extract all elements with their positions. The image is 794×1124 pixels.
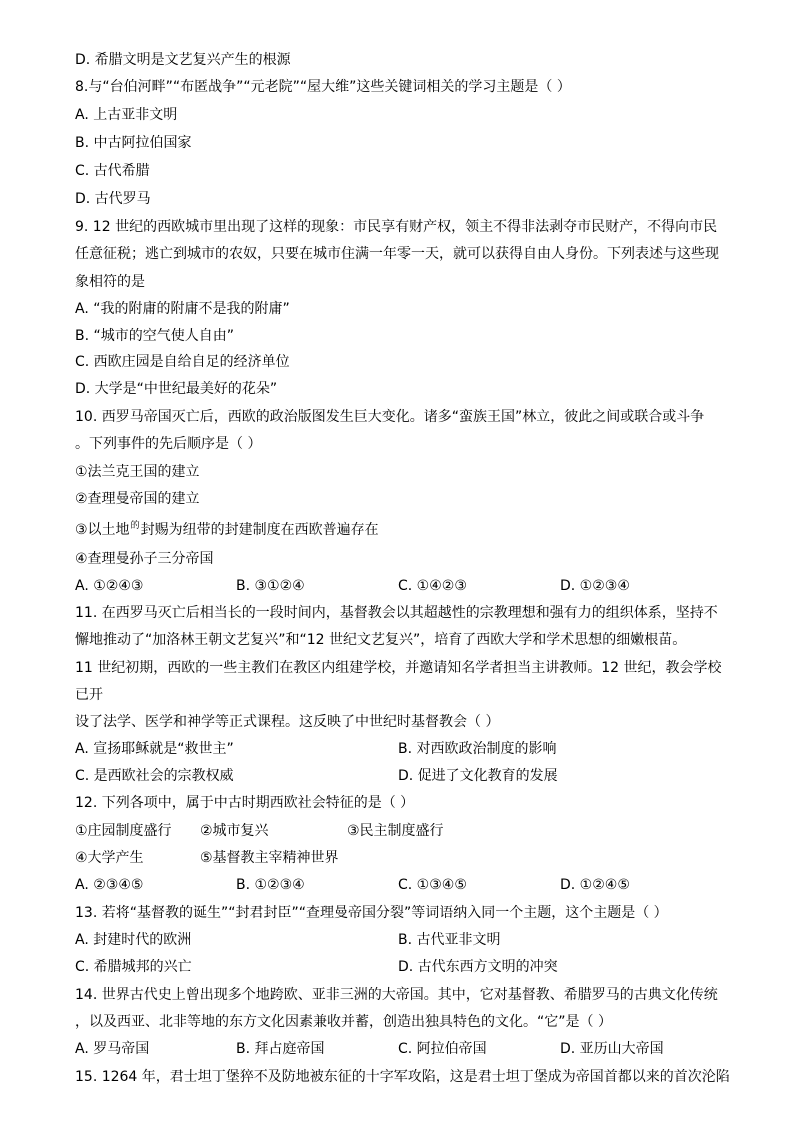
q11-stem-line-4: 已开 [75,687,103,703]
q14-option-d: D. 亚历山大帝国 [560,1041,664,1057]
q12-item-1: ①庄园制度盛行 [75,823,172,839]
q10-item-1: ①法兰克王国的建立 [75,464,200,480]
q9-option-b: B. “城市的空气使人自由” [75,328,235,344]
q10-item-3-after: 封赐为纽带的封建制度在西欧普遍存在 [140,522,379,538]
q11-stem-line-3: 11 世纪初期，西欧的一些主教们在教区内组建学校，并邀请知名学者担当主讲教师。12 世纪，教会学校 [75,660,722,676]
q10-option-a: A. ①②④③ [75,578,144,594]
q12-option-d: D. ①②④⑤ [560,877,630,893]
q14-option-b: B. 拜占庭帝国 [236,1041,325,1057]
q11-stem-line-1: 11. 在西罗马灭亡后相当长的一段时间内，基督教会以其超越性的宗教理想和强有力的组织体系，坚持不 [75,605,718,621]
q12-item-5: ⑤基督教主宰精神世界 [200,850,339,866]
q12-option-b: B. ①②③④ [236,877,305,893]
q10-item-2: ②查理曼帝国的建立 [75,491,200,507]
q14-stem-line-1: 14. 世界古代史上曾出现多个地跨欧、亚非三洲的大帝国。其中，它对基督教、希腊罗马的古典文化传统 [75,987,718,1003]
q10-item-3 [75,520,379,540]
q8-option-d: D. 古代罗马 [75,191,151,207]
q10-item-4: ④查理曼孙子三分帝国 [75,551,214,567]
q10-item-3-before: ③以土地 [75,522,130,538]
q10-option-d: D. ①②③④ [560,578,630,594]
q9-option-c: C. 西欧庄园是自给自足的经济单位 [75,354,290,370]
q7-option-d: D. 希腊文明是文艺复兴产生的根源 [75,52,291,68]
q12-stem: 12. 下列各项中，属于中古时期西欧社会特征的是（ ） [75,795,415,811]
q11-stem-line-2: 懈地推动了“加洛林王朝文艺复兴”和“12 世纪文艺复兴”，培育了西欧大学和学术思想的细嫩根苗。 [75,632,687,648]
q11-option-a: A. 宣扬耶稣就是“救世主” [75,741,234,757]
q11-option-d: D. 促进了文化教育的发展 [398,768,558,784]
q12-item-3: ③民主制度盛行 [347,823,444,839]
q12-option-c: C. ①③④⑤ [398,877,467,893]
q13-stem: 13. 若将“基督教的诞生”“封君封臣”“查理曼帝国分裂”等词语纳入同一个主题，这个主题是（ ） [75,905,668,921]
q12-item-2: ②城市复兴 [200,823,269,839]
q10-item-3-superscript: 的 [130,521,140,531]
q14-option-c: C. 阿拉伯帝国 [398,1041,487,1057]
q9-stem-line-2: 任意征税；逃亡到城市的农奴，只要在城市住满一年零一天，就可以获得自由人身份。下列表述与这些现 [75,246,719,262]
q13-option-c: C. 希腊城邦的兴亡 [75,959,192,975]
q12-item-4: ④大学产生 [75,850,144,866]
q11-stem-line-5: 设了法学、医学和神学等正式课程。这反映了中世纪时基督教会（ ） [75,714,500,730]
q10-option-c: C. ①④②③ [398,578,467,594]
q8-option-c: C. 古代希腊 [75,163,150,179]
q8-option-a: A. 上古亚非文明 [75,107,178,123]
q15-stem: 15. 1264 年，君士坦丁堡猝不及防地被东征的十字军攻陷，这是君士坦丁堡成为帝国首都以来的首次沦陷 [75,1069,730,1085]
q14-option-a: A. 罗马帝国 [75,1041,150,1057]
q14-stem-line-2: ，以及西亚、北非等地的东方文化因素兼收并蓄，创造出独具特色的文化。“它”是（ ） [75,1014,612,1030]
q9-stem-line-1: 9. 12 世纪的西欧城市里出现了这样的现象：市民享有财产权，领主不得非法剥夺市民财产，不得向市民 [75,219,718,235]
q9-option-a: A. “我的附庸的附庸不是我的附庸” [75,301,290,317]
q9-option-d: D. 大学是“中世纪最美好的花朵” [75,381,278,397]
q13-option-d: D. 古代东西方文明的冲突 [398,959,558,975]
q10-option-b: B. ③①②④ [236,578,305,594]
q8-stem: 8.与“台伯河畔”“布匿战争”“元老院”“屋大维”这些关键词相关的学习主题是（ ） [75,79,571,95]
q10-stem-line-2: 。下列事件的先后顺序是（ ） [75,436,262,452]
q13-option-a: A. 封建时代的欧洲 [75,932,192,948]
q12-option-a: A. ②③④⑤ [75,877,144,893]
q11-option-c: C. 是西欧社会的宗教权威 [75,768,234,784]
q8-option-b: B. 中古阿拉伯国家 [75,135,192,151]
q13-option-b: B. 古代亚非文明 [398,932,501,948]
q9-stem-line-3: 象相符的是 [75,274,145,290]
q11-option-b: B. 对西欧政治制度的影响 [398,741,557,757]
q10-stem-line-1: 10. 西罗马帝国灭亡后，西欧的政治版图发生巨大变化。诸多“蛮族王国”林立，彼此之间或联合或斗争 [75,409,705,425]
